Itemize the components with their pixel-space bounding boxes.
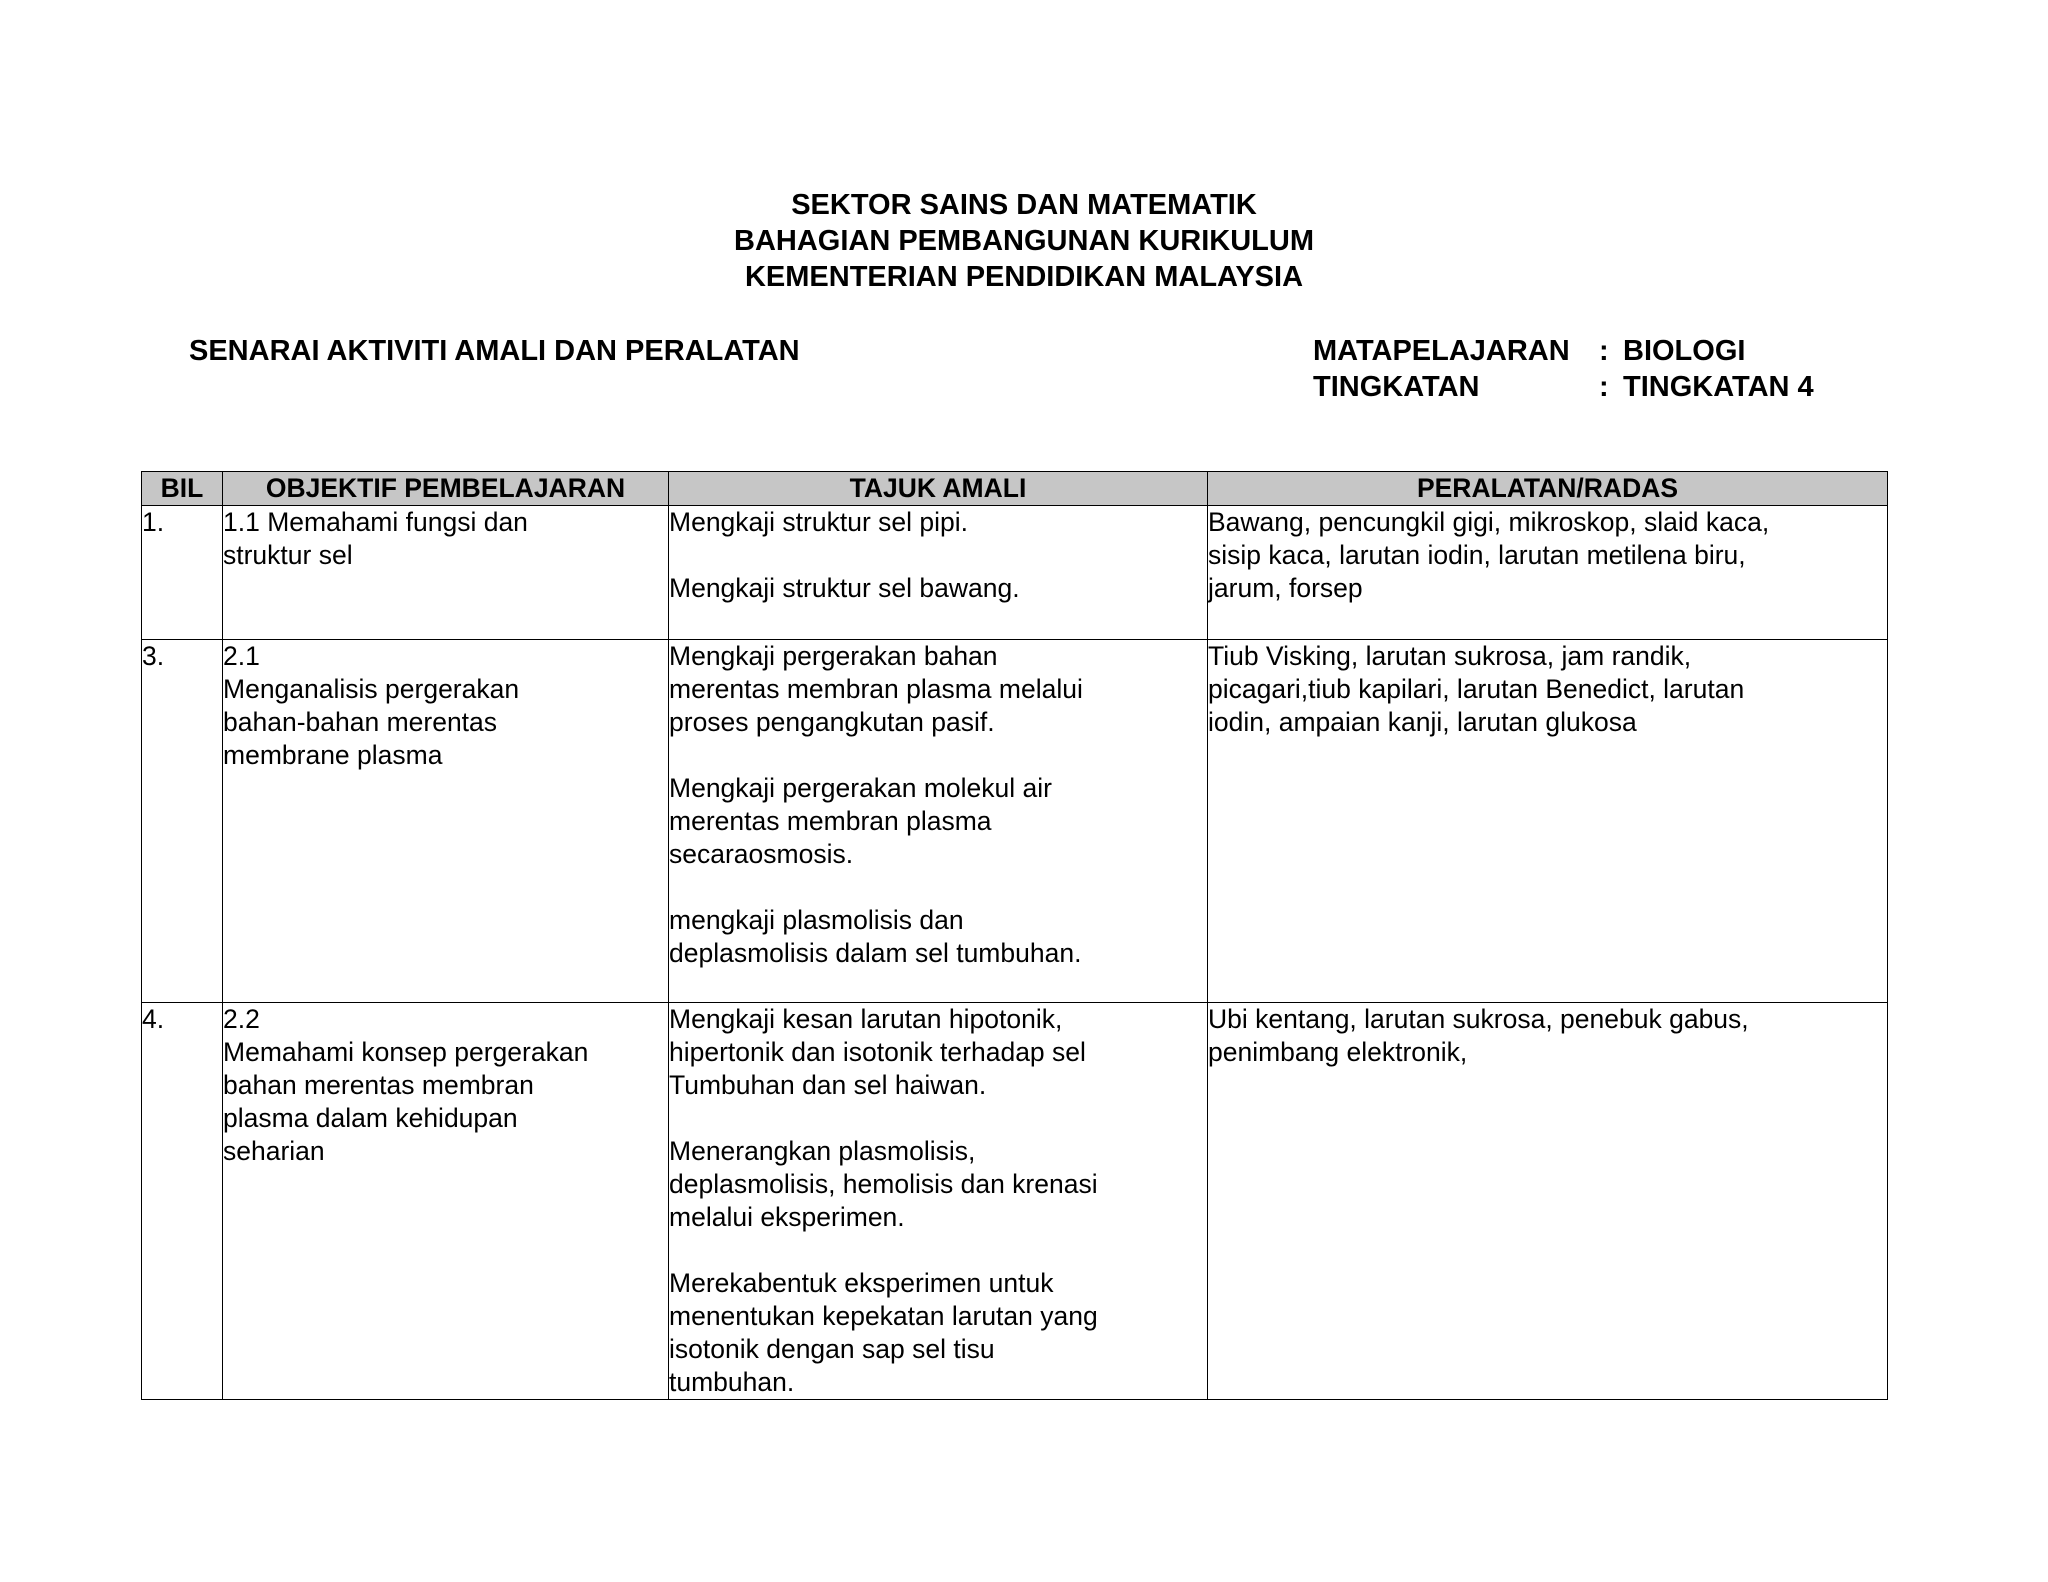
header-line-ministry: KEMENTERIAN PENDIDIKAN MALAYSIA bbox=[744, 261, 1304, 293]
text-line: Menganalisis pergerakan bbox=[223, 674, 520, 704]
text-line: Mengkaji kesan larutan hipotonik, bbox=[669, 1004, 1063, 1034]
text-line: Bawang, pencungkil gigi, mikroskop, slaid kaca, bbox=[1208, 507, 1770, 537]
text-line: Mengkaji struktur sel pipi. bbox=[669, 507, 968, 537]
text-line: Memahami konsep pergerakan bbox=[223, 1037, 589, 1067]
document-header bbox=[0, 187, 2048, 295]
text-line: 2.2 bbox=[223, 1004, 260, 1034]
text-line: Mengkaji pergerakan bahan bbox=[669, 641, 998, 671]
text-line: menentukan kepekatan larutan yang bbox=[669, 1301, 1098, 1331]
level-label: TINGKATAN bbox=[1313, 371, 1480, 403]
text-line: hipertonik dan isotonik terhadap sel bbox=[669, 1037, 1086, 1067]
header-line-division: BAHAGIAN PEMBANGUNAN KURIKULUM bbox=[734, 225, 1314, 257]
text-line: struktur sel bbox=[223, 540, 353, 570]
cell-objektif bbox=[223, 1003, 669, 1400]
subject-separator: : bbox=[1599, 335, 1609, 367]
text-line: isotonik dengan sap sel tisu bbox=[669, 1334, 995, 1364]
cell-tajuk bbox=[669, 640, 1208, 1003]
header-tajuk: TAJUK AMALI bbox=[669, 472, 1208, 506]
header-objektif: OBJEKTIF PEMBELAJARAN bbox=[223, 472, 669, 506]
text-line: sisip kaca, larutan iodin, larutan metilena biru, bbox=[1208, 540, 1746, 570]
activity-paragraph bbox=[669, 1003, 1207, 1102]
text-line: seharian bbox=[223, 1136, 325, 1166]
cell-objektif bbox=[223, 640, 669, 1003]
text-line: bahan-bahan merentas bbox=[223, 707, 498, 737]
table-header-row bbox=[142, 472, 1888, 506]
text-line: iodin, ampaian kanji, larutan glukosa bbox=[1208, 707, 1637, 737]
text-line: picagari,tiub kapilari, larutan Benedict, larutan bbox=[1208, 674, 1745, 704]
activity-paragraph bbox=[669, 640, 1207, 739]
document-meta bbox=[1313, 333, 1814, 405]
text-line: deplasmolisis dalam sel tumbuhan. bbox=[669, 938, 1082, 968]
cell-tajuk bbox=[669, 1003, 1208, 1400]
text-line: Mengkaji struktur sel bawang. bbox=[669, 573, 1020, 603]
text-line: Merekabentuk eksperimen untuk bbox=[669, 1268, 1054, 1298]
text-line: Ubi kentang, larutan sukrosa, penebuk gabus, bbox=[1208, 1004, 1749, 1034]
cell-peralatan bbox=[1208, 506, 1888, 640]
text-line: bahan merentas membran bbox=[223, 1070, 534, 1100]
cell-tajuk bbox=[669, 506, 1208, 640]
subject-value: BIOLOGI bbox=[1623, 335, 1746, 367]
cell-objektif bbox=[223, 506, 669, 640]
text-line: Tiub Visking, larutan sukrosa, jam randik, bbox=[1208, 641, 1692, 671]
cell-bil: 4. bbox=[142, 1003, 223, 1400]
header-line-sector: SEKTOR SAINS DAN MATEMATIK bbox=[791, 189, 1257, 221]
activity-paragraph bbox=[669, 506, 1207, 539]
text-line: Menerangkan plasmolisis, bbox=[669, 1136, 976, 1166]
text-line: proses pengangkutan pasif. bbox=[669, 707, 995, 737]
text-line: merentas membran plasma melalui bbox=[669, 674, 1083, 704]
text-line: merentas membran plasma bbox=[669, 806, 992, 836]
activity-paragraph bbox=[669, 904, 1207, 970]
text-line: 2.1 bbox=[223, 641, 260, 671]
activity-paragraph bbox=[669, 1135, 1207, 1234]
activity-paragraph bbox=[669, 772, 1207, 871]
practical-activities-table bbox=[141, 471, 1888, 1400]
table-row bbox=[142, 506, 1888, 640]
text-line: jarum, forsep bbox=[1208, 573, 1363, 603]
text-line: Mengkaji pergerakan molekul air bbox=[669, 773, 1052, 803]
text-line: 1.1 Memahami fungsi dan bbox=[223, 507, 528, 537]
text-line: secaraosmosis. bbox=[669, 839, 854, 869]
level-row bbox=[1313, 369, 1814, 405]
document-title: SENARAI AKTIVITI AMALI DAN PERALATAN bbox=[189, 335, 800, 367]
cell-peralatan bbox=[1208, 640, 1888, 1003]
table-row bbox=[142, 640, 1888, 1003]
level-separator: : bbox=[1599, 371, 1609, 403]
text-line: melalui eksperimen. bbox=[669, 1202, 905, 1232]
text-line: mengkaji plasmolisis dan bbox=[669, 905, 964, 935]
activity-paragraph bbox=[669, 1267, 1207, 1399]
cell-bil: 3. bbox=[142, 640, 223, 1003]
text-line: penimbang elektronik, bbox=[1208, 1037, 1468, 1067]
text-line: membrane plasma bbox=[223, 740, 443, 770]
subject-row bbox=[1313, 333, 1814, 369]
text-line: tumbuhan. bbox=[669, 1367, 795, 1397]
table-row bbox=[142, 1003, 1888, 1400]
activity-paragraph bbox=[669, 572, 1207, 605]
header-bil: BIL bbox=[142, 472, 223, 506]
subject-label: MATAPELAJARAN bbox=[1313, 335, 1570, 367]
cell-peralatan bbox=[1208, 1003, 1888, 1400]
header-peralatan: PERALATAN/RADAS bbox=[1208, 472, 1888, 506]
text-line: deplasmolisis, hemolisis dan krenasi bbox=[669, 1169, 1098, 1199]
cell-bil: 1. bbox=[142, 506, 223, 640]
text-line: plasma dalam kehidupan bbox=[223, 1103, 518, 1133]
level-value: TINGKATAN 4 bbox=[1623, 371, 1814, 403]
text-line: Tumbuhan dan sel haiwan. bbox=[669, 1070, 987, 1100]
